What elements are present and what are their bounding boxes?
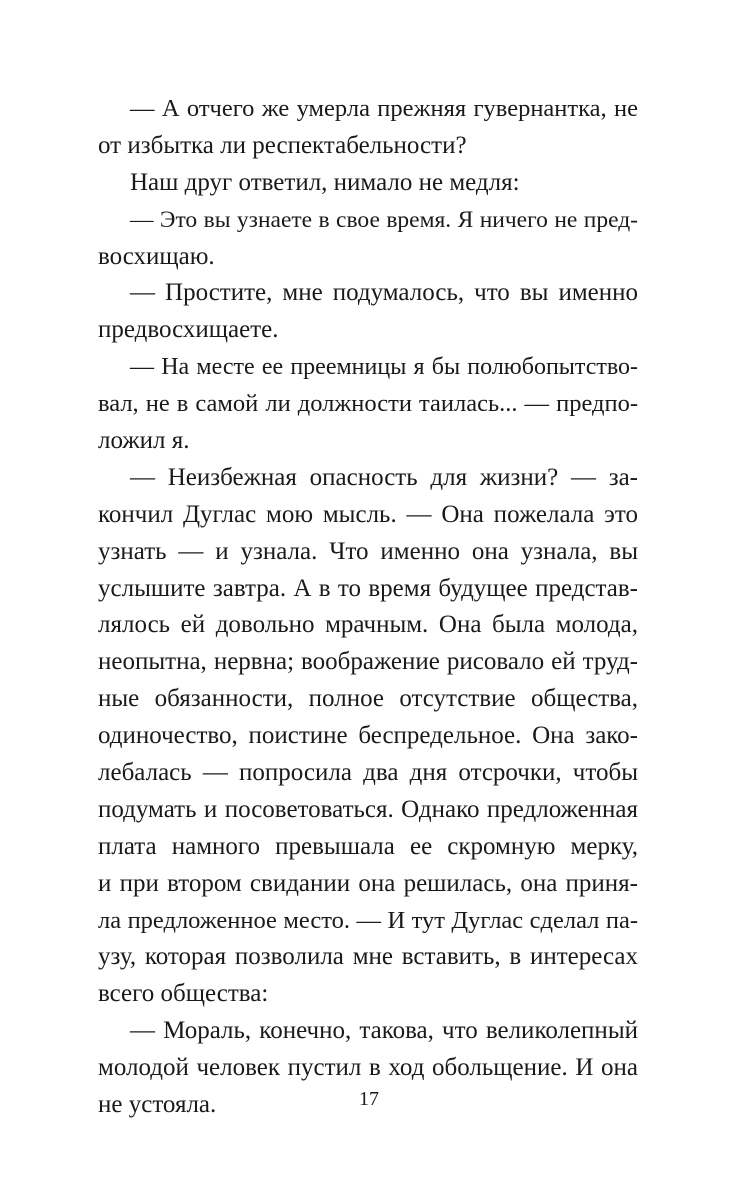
text-line: ла предложенное место. — И тут Дуглас сделал па- (98, 906, 638, 934)
text-line: плата намного превышала ее скромную мерку, (98, 832, 638, 860)
text-line: кончил Дуглас мою мысль. — Она пожелала это (98, 500, 638, 528)
text-line: не устояла. (98, 1091, 217, 1119)
text-line: ные обязанности, полное отсутствие общества, (98, 685, 638, 713)
text-line: лебалась — попросила два дня отсрочки, чтобы (98, 759, 638, 787)
text-line: — Мораль, конечно, такова, что великолепный (130, 1017, 638, 1045)
text-line: — Неизбежная опасность для жизни? — за- (130, 463, 638, 491)
page-number: 17 (359, 1088, 379, 1110)
text-line: молодой человек пустил в ход обольщение. И она (98, 1054, 638, 1082)
text-line: лялось ей довольно мрачным. Она была молода, (98, 611, 638, 639)
text-line: услышите завтра. А в то время будущее представ- (98, 574, 638, 602)
text-line: предвосхищаете. (98, 316, 279, 344)
text-line: одиночество, поистине беспредельное. Она зако- (98, 722, 638, 750)
text-line: и при втором свидании она решилась, она приня- (98, 869, 638, 897)
text-line: подумать и посоветоваться. Однако предложенная (98, 795, 638, 823)
text-line: узнать — и узнала. Что именно она узнала, вы (98, 537, 638, 565)
text-line: узу, которая позволила мне вставить, в интересах (98, 943, 638, 971)
text-line: — Это вы узнаете в свое время. Я ничего не пред- (130, 206, 638, 233)
text-line: от избытка ли респектабельности? (98, 131, 467, 159)
text-line: всего общества: (98, 980, 269, 1008)
text-line: ложил я. (98, 427, 190, 455)
body-text (98, 91, 638, 1124)
text-line: — Простите, мне подумалось, что вы именно (130, 279, 638, 307)
text-line: неопытна, нервна; воображение рисовало ей труд- (98, 648, 638, 676)
text-line: вал, не в самой ли должности таилась... — предпо- (98, 390, 638, 418)
text-line: — А отчего же умерла прежняя гувернантка, не (130, 95, 638, 122)
text-line: — На месте ее преемницы я бы полюбопытство- (130, 354, 638, 381)
text-line: Наш друг ответил, нимало не медля: (130, 168, 520, 196)
text-line: восхищаю. (98, 242, 215, 270)
